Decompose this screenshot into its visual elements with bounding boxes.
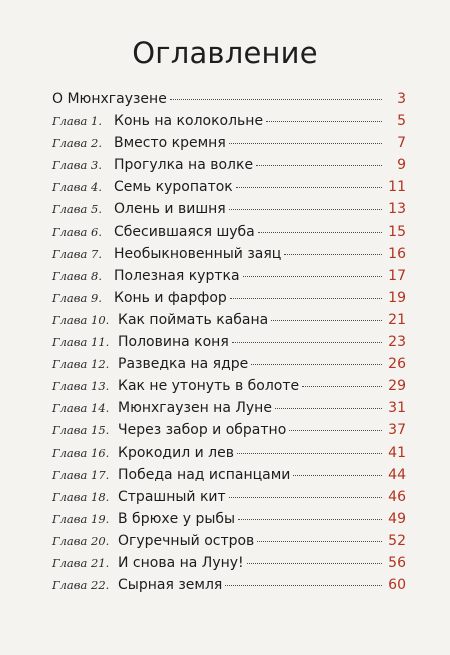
chapter-number: Глава 18. bbox=[52, 489, 110, 504]
toc-entry bbox=[52, 419, 406, 441]
chapter-number: Глава 3. bbox=[52, 158, 102, 173]
dot-leader bbox=[258, 232, 382, 233]
toc-entry-title: Олень и вишня bbox=[114, 201, 226, 218]
dot-leader bbox=[266, 121, 382, 122]
chapter-number: Глава 8. bbox=[52, 268, 102, 283]
chapter-number: Глава 17. bbox=[52, 467, 110, 482]
dot-leader bbox=[271, 320, 382, 321]
toc-entry bbox=[52, 397, 406, 419]
chapter-number: Глава 9. bbox=[52, 290, 102, 305]
page-title: Оглавление bbox=[132, 36, 318, 70]
dot-leader bbox=[256, 165, 382, 166]
dot-leader bbox=[236, 187, 382, 188]
toc-entry-page: 21 bbox=[388, 311, 406, 328]
toc-entry bbox=[52, 574, 406, 596]
dot-leader bbox=[243, 276, 382, 277]
toc-entry-page: 5 bbox=[397, 113, 406, 130]
toc-entry bbox=[52, 552, 406, 574]
table-of-contents bbox=[52, 88, 406, 596]
chapter-number: Глава 12. bbox=[52, 357, 110, 372]
toc-entry-page: 23 bbox=[388, 334, 406, 351]
toc-entry-title: Мюнхгаузен на Луне bbox=[118, 400, 272, 417]
toc-entry-page: 7 bbox=[397, 135, 406, 152]
toc-entry bbox=[52, 309, 406, 331]
dot-leader bbox=[229, 497, 382, 498]
dot-leader bbox=[229, 209, 382, 210]
chapter-number: Глава 14. bbox=[52, 401, 110, 416]
toc-entry-title: Необыкновенный заяц bbox=[114, 245, 282, 262]
toc-entry bbox=[52, 375, 406, 397]
chapter-number: Глава 6. bbox=[52, 224, 102, 239]
chapter-number: Глава 7. bbox=[52, 246, 102, 261]
toc-entry bbox=[52, 221, 406, 243]
toc-entry bbox=[52, 176, 406, 198]
toc-entry-title: Семь куропаток bbox=[114, 179, 233, 196]
chapter-number: Глава 1. bbox=[52, 114, 102, 129]
chapter-number: Глава 11. bbox=[52, 335, 110, 350]
chapter-number: Глава 15. bbox=[52, 423, 110, 438]
chapter-number: Глава 21. bbox=[52, 555, 110, 570]
toc-entry bbox=[52, 265, 406, 287]
toc-entry bbox=[52, 530, 406, 552]
toc-entry bbox=[52, 486, 406, 508]
toc-entry-title: Половина коня bbox=[118, 334, 229, 351]
chapter-number: Глава 16. bbox=[52, 445, 110, 460]
toc-entry-page: 11 bbox=[388, 179, 406, 196]
toc-entry-page: 17 bbox=[388, 267, 406, 284]
toc-entry-title: Как не утонуть в болоте bbox=[118, 378, 300, 395]
toc-entry-title: Полезная куртка bbox=[114, 267, 240, 284]
dot-leader bbox=[284, 254, 382, 255]
chapter-number: Глава 4. bbox=[52, 180, 102, 195]
dot-leader bbox=[232, 342, 382, 343]
toc-entry bbox=[52, 287, 406, 309]
dot-leader bbox=[257, 541, 382, 542]
toc-entry-title: Через забор и обратно bbox=[118, 422, 287, 439]
toc-entry-title: Прогулка на волке bbox=[114, 157, 254, 174]
toc-entry bbox=[52, 331, 406, 353]
toc-entry-title: Сырная земля bbox=[118, 577, 223, 594]
dot-leader bbox=[170, 99, 382, 100]
toc-entry bbox=[52, 243, 406, 265]
chapter-number: Глава 13. bbox=[52, 379, 110, 394]
dot-leader bbox=[275, 408, 382, 409]
toc-entry bbox=[52, 508, 406, 530]
toc-entry-title: О Мюнхгаузене bbox=[52, 91, 167, 107]
chapter-number: Глава 19. bbox=[52, 511, 110, 526]
toc-entry-page: 9 bbox=[397, 157, 406, 174]
toc-entry-page: 16 bbox=[388, 245, 406, 262]
toc-entry-title: Конь и фарфор bbox=[114, 289, 227, 306]
toc-entry-page: 15 bbox=[388, 223, 406, 240]
toc-entry-title: Конь на колокольне bbox=[114, 113, 264, 130]
toc-entry-page: 44 bbox=[388, 466, 406, 483]
chapter-number: Глава 20. bbox=[52, 533, 110, 548]
toc-entry-page: 37 bbox=[388, 422, 406, 439]
dot-leader bbox=[289, 430, 382, 431]
toc-entry-title: Победа над испанцами bbox=[118, 466, 291, 483]
toc-entry-page: 29 bbox=[388, 378, 406, 395]
chapter-number: Глава 22. bbox=[52, 578, 110, 593]
dot-leader bbox=[225, 585, 382, 586]
toc-entry-page: 56 bbox=[388, 554, 406, 571]
toc-entry-page: 52 bbox=[388, 532, 406, 549]
toc-entry bbox=[52, 154, 406, 176]
toc-entry-title: В брюхе у рыбы bbox=[118, 510, 236, 527]
toc-entry-page: 26 bbox=[388, 356, 406, 373]
toc-entry-title: Страшный кит bbox=[118, 488, 226, 505]
dot-leader bbox=[302, 386, 382, 387]
toc-entry-page: 3 bbox=[397, 91, 406, 107]
toc-entry bbox=[52, 110, 406, 132]
toc-entry-page: 49 bbox=[388, 510, 406, 527]
toc-entry bbox=[52, 353, 406, 375]
toc-entry-page: 31 bbox=[388, 400, 406, 417]
toc-entry-page: 60 bbox=[388, 577, 406, 594]
dot-leader bbox=[293, 475, 382, 476]
toc-entry-title: Разведка на ядре bbox=[118, 356, 249, 373]
toc-entry-page: 41 bbox=[388, 444, 406, 461]
chapter-number: Глава 5. bbox=[52, 202, 102, 217]
dot-leader bbox=[230, 298, 382, 299]
dot-leader bbox=[229, 143, 382, 144]
dot-leader bbox=[251, 364, 382, 365]
toc-entry bbox=[52, 88, 406, 110]
toc-entry-page: 13 bbox=[388, 201, 406, 218]
toc-entry-page: 19 bbox=[388, 289, 406, 306]
toc-entry bbox=[52, 198, 406, 220]
toc-entry-title: Вместо кремня bbox=[114, 135, 226, 152]
dot-leader bbox=[238, 519, 382, 520]
chapter-number: Глава 2. bbox=[52, 136, 102, 151]
toc-entry-title: Как поймать кабана bbox=[118, 311, 269, 328]
toc-entry bbox=[52, 464, 406, 486]
toc-entry-page: 46 bbox=[388, 488, 406, 505]
toc-entry bbox=[52, 132, 406, 154]
dot-leader bbox=[237, 453, 382, 454]
dot-leader bbox=[247, 563, 382, 564]
toc-entry-title: Огуречный остров bbox=[118, 532, 255, 549]
toc-entry bbox=[52, 442, 406, 464]
chapter-number: Глава 10. bbox=[52, 312, 110, 327]
toc-entry-title: Сбесившаяся шуба bbox=[114, 223, 255, 240]
toc-entry-title: Крокодил и лев bbox=[118, 444, 234, 461]
toc-entry-title: И снова на Луну! bbox=[118, 554, 244, 571]
